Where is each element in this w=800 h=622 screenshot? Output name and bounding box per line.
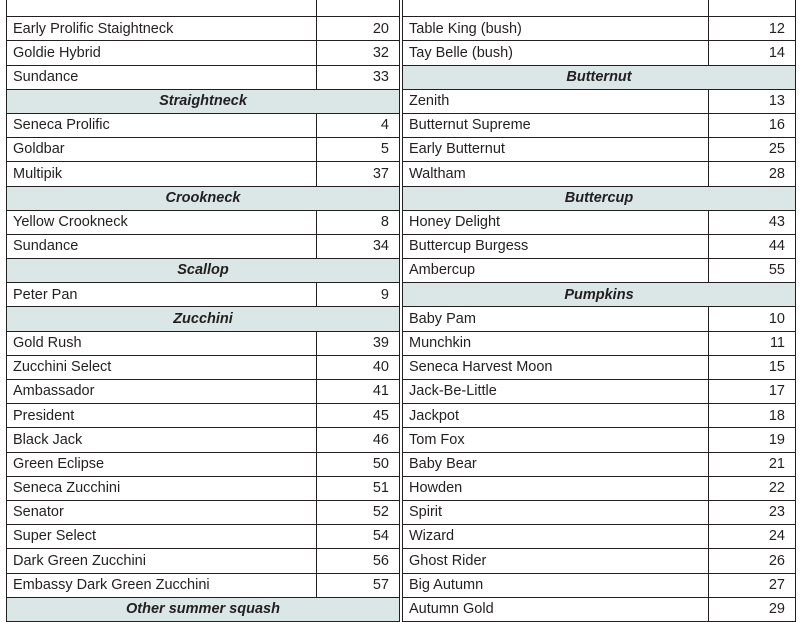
- table-row: [7, 17, 400, 41]
- table-row: [403, 380, 796, 404]
- right-variety-table-container: [402, 0, 796, 622]
- variety-name: Super Select: [7, 525, 317, 549]
- category-header: Scallop: [7, 259, 400, 283]
- table-row: [403, 331, 796, 355]
- variety-name: Multipik: [7, 162, 317, 186]
- table-row: [7, 331, 400, 355]
- category-header-row: [7, 597, 400, 621]
- category-header-row: [7, 259, 400, 283]
- variety-name: President: [7, 404, 317, 428]
- variety-number: 4: [317, 113, 400, 137]
- table-row: [403, 259, 796, 283]
- table-row: [7, 138, 400, 162]
- table-row: [403, 452, 796, 476]
- table-row: [403, 500, 796, 524]
- variety-number: 45: [317, 404, 400, 428]
- category-header: Butternut: [403, 65, 796, 89]
- table-row: [7, 210, 400, 234]
- table-row: [403, 113, 796, 137]
- table-row: [403, 17, 796, 41]
- variety-number: 29: [709, 597, 796, 621]
- variety-name: Wizard: [403, 525, 709, 549]
- variety-name: Goldbar: [7, 138, 317, 162]
- variety-name: Spirit: [403, 500, 709, 524]
- variety-name: Green Eclipse: [7, 452, 317, 476]
- variety-number: 15: [709, 355, 796, 379]
- variety-number: 8: [317, 210, 400, 234]
- right-table-body: [403, 0, 796, 621]
- variety-number: 24: [709, 525, 796, 549]
- variety-number: [317, 0, 400, 17]
- variety-name: Autumn Gold: [403, 597, 709, 621]
- variety-name: Embassy Dark Green Zucchini: [7, 573, 317, 597]
- table-row: [7, 65, 400, 89]
- variety-number: 54: [317, 525, 400, 549]
- variety-number: 25: [709, 138, 796, 162]
- variety-name: Butternut Supreme: [403, 113, 709, 137]
- variety-number: 57: [317, 573, 400, 597]
- variety-number: 50: [317, 452, 400, 476]
- table-row: [7, 476, 400, 500]
- variety-number: 13: [709, 89, 796, 113]
- variety-name: Goldie Hybrid: [7, 41, 317, 65]
- variety-number: 20: [317, 17, 400, 41]
- category-header-row: [403, 186, 796, 210]
- right-variety-table: [402, 0, 796, 622]
- variety-number: 23: [709, 500, 796, 524]
- table-row: [403, 89, 796, 113]
- variety-name: [7, 0, 317, 17]
- table-row: [7, 0, 400, 17]
- variety-number: 39: [317, 331, 400, 355]
- variety-number: 32: [317, 41, 400, 65]
- variety-name: Black Jack: [7, 428, 317, 452]
- category-header: Buttercup: [403, 186, 796, 210]
- table-row: [403, 138, 796, 162]
- variety-name: Jackpot: [403, 404, 709, 428]
- table-row: [7, 525, 400, 549]
- variety-number: 34: [317, 234, 400, 258]
- variety-name: Yellow Crookneck: [7, 210, 317, 234]
- table-row: [403, 476, 796, 500]
- variety-name: Tay Belle (bush): [403, 41, 709, 65]
- variety-name: Ghost Rider: [403, 549, 709, 573]
- table-row: [403, 549, 796, 573]
- table-row: [7, 113, 400, 137]
- variety-number: 9: [317, 283, 400, 307]
- table-row: [403, 234, 796, 258]
- variety-number: 56: [317, 549, 400, 573]
- variety-number: 55: [709, 259, 796, 283]
- variety-name: Dark Green Zucchini: [7, 549, 317, 573]
- variety-number: 21: [709, 452, 796, 476]
- table-row: [7, 283, 400, 307]
- variety-name: Baby Pam: [403, 307, 709, 331]
- variety-name: Seneca Zucchini: [7, 476, 317, 500]
- category-header: Pumpkins: [403, 283, 796, 307]
- variety-name: Howden: [403, 476, 709, 500]
- category-header: Zucchini: [7, 307, 400, 331]
- table-row: [7, 500, 400, 524]
- variety-number: 27: [709, 573, 796, 597]
- variety-number: 5: [317, 138, 400, 162]
- variety-number: 18: [709, 404, 796, 428]
- category-header-row: [403, 283, 796, 307]
- variety-number: 10: [709, 307, 796, 331]
- table-row: [7, 41, 400, 65]
- variety-number: 12: [709, 17, 796, 41]
- variety-number: 22: [709, 476, 796, 500]
- variety-name: Early Prolific Staightneck: [7, 17, 317, 41]
- table-row: [7, 549, 400, 573]
- variety-name: Honey Delight: [403, 210, 709, 234]
- variety-name: Early Butternut: [403, 138, 709, 162]
- variety-number: 44: [709, 234, 796, 258]
- table-row: [7, 380, 400, 404]
- table-row: [7, 452, 400, 476]
- variety-number: 28: [709, 162, 796, 186]
- variety-name: Senator: [7, 500, 317, 524]
- table-row: [7, 162, 400, 186]
- variety-number: 26: [709, 549, 796, 573]
- table-row: [403, 525, 796, 549]
- category-header: Straightneck: [7, 89, 400, 113]
- table-row: [403, 597, 796, 621]
- category-header-row: [7, 186, 400, 210]
- table-row: [403, 41, 796, 65]
- variety-number: 14: [709, 41, 796, 65]
- variety-name: Munchkin: [403, 331, 709, 355]
- left-table-body: [7, 0, 400, 621]
- category-header: Other summer squash: [7, 597, 400, 621]
- table-row: [7, 234, 400, 258]
- variety-number: 41: [317, 380, 400, 404]
- variety-name: Peter Pan: [7, 283, 317, 307]
- table-row: [403, 573, 796, 597]
- variety-number: 51: [317, 476, 400, 500]
- category-header-row: [7, 89, 400, 113]
- variety-name: Buttercup Burgess: [403, 234, 709, 258]
- table-row: [403, 162, 796, 186]
- variety-name: Zucchini Select: [7, 355, 317, 379]
- variety-name: Table King (bush): [403, 17, 709, 41]
- table-row: [403, 0, 796, 17]
- variety-name: Tom Fox: [403, 428, 709, 452]
- left-variety-table: [6, 0, 400, 622]
- variety-name: Ambercup: [403, 259, 709, 283]
- variety-number: 33: [317, 65, 400, 89]
- variety-number: 40: [317, 355, 400, 379]
- table-row: [403, 404, 796, 428]
- variety-number: 52: [317, 500, 400, 524]
- table-row: [403, 355, 796, 379]
- variety-number: 43: [709, 210, 796, 234]
- category-header-row: [403, 65, 796, 89]
- variety-name: Sundance: [7, 65, 317, 89]
- table-row: [7, 573, 400, 597]
- category-header: Crookneck: [7, 186, 400, 210]
- table-row: [7, 428, 400, 452]
- variety-number: 46: [317, 428, 400, 452]
- variety-name: Seneca Prolific: [7, 113, 317, 137]
- left-variety-table-container: [6, 0, 400, 622]
- variety-name: Seneca Harvest Moon: [403, 355, 709, 379]
- variety-number: 11: [709, 331, 796, 355]
- variety-number: 37: [317, 162, 400, 186]
- variety-name: Sundance: [7, 234, 317, 258]
- variety-name: Baby Bear: [403, 452, 709, 476]
- variety-name: Zenith: [403, 89, 709, 113]
- table-row: [403, 210, 796, 234]
- variety-number: [709, 0, 796, 17]
- table-row: [7, 355, 400, 379]
- table-row: [403, 307, 796, 331]
- variety-number: 17: [709, 380, 796, 404]
- category-header-row: [7, 307, 400, 331]
- variety-name: Gold Rush: [7, 331, 317, 355]
- variety-name: Ambassador: [7, 380, 317, 404]
- variety-name: Waltham: [403, 162, 709, 186]
- table-row: [7, 404, 400, 428]
- variety-number: 16: [709, 113, 796, 137]
- variety-name: [403, 0, 709, 17]
- table-row: [403, 428, 796, 452]
- variety-number: 19: [709, 428, 796, 452]
- variety-name: Jack-Be-Little: [403, 380, 709, 404]
- variety-name: Big Autumn: [403, 573, 709, 597]
